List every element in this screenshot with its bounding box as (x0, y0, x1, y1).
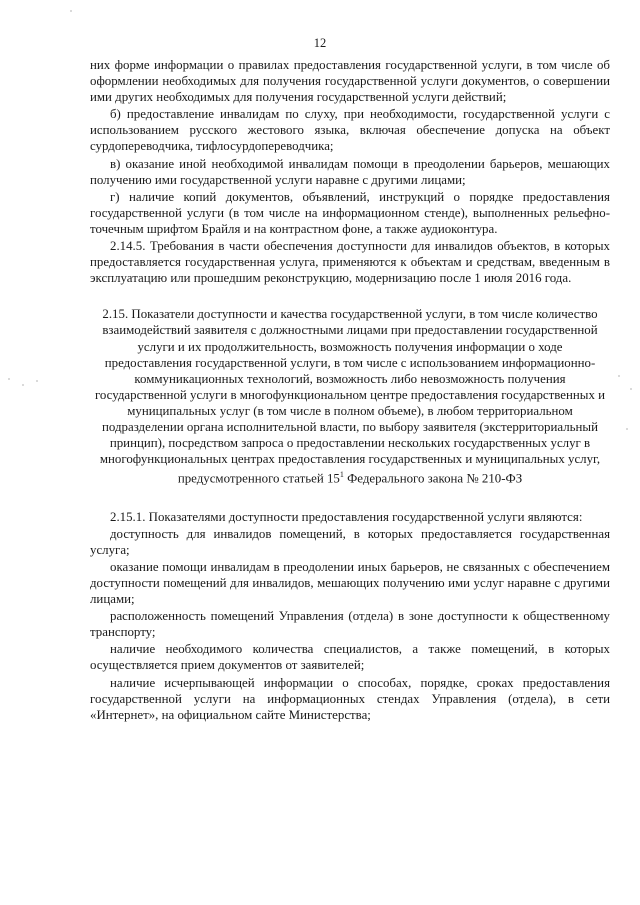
paragraph-continuation: них форме информации о правилах предоставления государственной услуги, в том числе об оформлении необходимых для получения государственной услуги документов, о совершении ими других необходимых для получения государственной услуги действий; (90, 58, 610, 105)
section-heading-2-15 (90, 306, 610, 486)
heading-text-end: Федерального закона № 210-ФЗ (343, 471, 523, 486)
list-item-accessibility: доступность для инвалидов помещений, в которых предоставляется государственная услуга; (90, 526, 610, 557)
scan-speck (70, 10, 72, 12)
heading-text: 2.15. Показатели доступности и качества государственной услуги, в том числе количество взаимодействий заявителя с должностными лицами при предоставлении государственной услуги и их продолжительность, возможность получения информации о ходе предоставления государственной услуги, в том числе с использованием информационно-коммуникационных технологий, возможность либо невозможность получения государственной услуги в многофункциональном центре предоставления государственных и муниципальных услуг (в том числе в полном объеме), в любом территориальном подразделении органа исполнительной власти, по выбору заявителя (экстерриториальный принцип), посредством запроса о предоставлении нескольких государственных услуг в многофункциональных центрах предоставления государственных и муниципальных услуг, предусмотренного статьей 15 (94, 307, 606, 486)
list-item-information: наличие исчерпывающей информации о способах, порядке, сроках предоставления государственной услуги на информационных стендах Управления (отдела), в сети «Интернет», на официальном сайте Министерства; (90, 675, 610, 722)
paragraph-2-14-5: 2.14.5. Требования в части обеспечения доступности для инвалидов объектов, в которых предоставляется государственная услуга, применяются к объектам и средствам, введенным в эксплуатацию или прошедшим реконструкцию, модернизацию после 1 июля 2016 года. (90, 239, 610, 286)
document-body (90, 57, 610, 724)
scan-speck (626, 428, 628, 430)
scan-speck (36, 380, 38, 382)
scan-speck (618, 375, 620, 377)
list-item-location: расположенность помещений Управления (отдела) в зоне доступности к общественному транспорту; (90, 609, 610, 640)
paragraph-item-g: г) наличие копий документов, объявлений, инструкций о порядке предоставления государственной услуги (в том числе на информационном стенде), выполненных рельефно-точечным шрифтом Брайля и на контрастном фоне, а также аудиоконтура. (90, 189, 610, 236)
paragraph-2-15-1: 2.15.1. Показателями доступности предоставления государственной услуги являются: (110, 509, 583, 524)
list-item-staff: наличие необходимого количества специалистов, а также помещений, в которых осуществляется прием документов от заявителей; (90, 642, 610, 673)
scan-speck (8, 378, 10, 380)
paragraph-item-v: в) оказание иной необходимой инвалидам помощи в преодолении барьеров, мешающих получению ими государственной услуги наравне с другими лицами; (90, 156, 610, 187)
page-number: 12 (313, 36, 327, 50)
scan-speck (630, 388, 632, 390)
paragraph-item-b: б) предоставление инвалидам по слуху, при необходимости, государственной услуги с использованием русского жестового языка, включая обеспечение допуска на объект сурдопереводчика, тифлосурдопереводчика; (90, 107, 610, 154)
heading-superscript: 1 (339, 470, 344, 480)
list-item-assistance: оказание помощи инвалидам в преодолении иных барьеров, не связанных с обеспечением доступности помещений для инвалидов, мешающих получению ими услуг наравне с другими лицами; (90, 559, 610, 607)
scan-speck (22, 384, 24, 386)
